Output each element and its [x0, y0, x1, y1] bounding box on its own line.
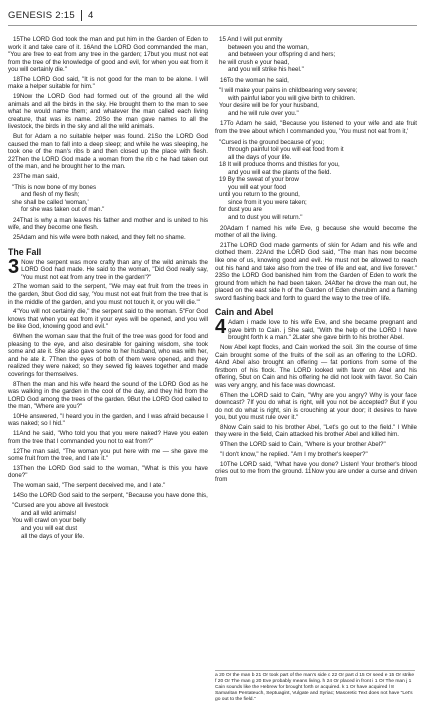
- section-heading: Cain and Abel: [215, 307, 274, 318]
- verse-text: Adam i made love to his wife Eve, and she became pregnant and gave birth to Cain. j She said, "With the help of the LORD I have brought forth k a man." 2Later she gave birth to his brother Abel.: [228, 319, 417, 342]
- verse-paragraph: 14So the LORD God said to the serpent, "Because you have done this,: [13, 491, 208, 499]
- poetry-line: through painful toil you will eat food from it: [228, 146, 344, 154]
- verse-paragraph: 8Now Cain said to his brother Abel, "Let's go out to the field." l While they were in the field, Cain attacked his brother Abel and killed him.: [215, 423, 417, 439]
- chapter-opening-paragraph: [215, 316, 417, 342]
- poetry-line: with painful labor you will give birth to children.: [228, 94, 356, 102]
- verse-paragraph: Now Abel kept flocks, and Cain worked the soil. 3In the course of time Cain brought some of the fruits of the soil as an offering to the LORD. 4And Abel also brought an offering — fat portions from some of the firstborn of his flock. The LORD looked with favor on Abel and his offering, 5but on Cain and his offering he did not look with favor. So Cain was very angry, and his face was downcast.: [215, 344, 417, 389]
- footnotes: a 20 Or the man b 21 Or took part of the man's side c 22 Or part d 15 Or seed e 15 Or strike f 20 Or The man g 20 Eve probably means living. h 24 Or placed in front i 1 Or The man j 1 Cain sounds like the Hebrew for brought forth or acquired. k 1 Or have acquired l 8 Samaritan Pentateuch, Septuagint, Vulgate and Syriac; Masoretic Text does not have "Let's go out to the field.": [215, 670, 415, 703]
- verse-paragraph: 24That is why a man leaves his father and mother and is united to his wife, and they become one flesh.: [8, 216, 208, 232]
- verse-paragraph: 25Adam and his wife were both naked, and they felt no shame.: [13, 234, 186, 242]
- verse-paragraph: 15The LORD God took the man and put him in the Garden of Eden to work it and take care of it. 16And the LORD God commanded the man, "You are free to eat from any tree in the garden; 17but you must not eat from the tree of the knowledge of good and evil, for when you eat from it you will certainly die.": [8, 36, 208, 74]
- poetry-line: until you return to the ground,: [219, 191, 300, 199]
- verse-paragraph: 11And he said, "Who told you that you were naked? Have you eaten from the tree that I commanded you not to eat from?": [8, 430, 208, 445]
- poetry-line: all the days of your life.: [228, 153, 292, 161]
- poetry-line: since from it you were taken;: [228, 198, 307, 206]
- verse-paragraph: The woman said, "The serpent deceived me, and I ate.": [13, 482, 166, 490]
- verse-paragraph: 13Then the LORD God said to the woman, "What is this you have done?": [8, 464, 208, 480]
- verse-paragraph: 21The LORD God made garments of skin for Adam and his wife and clothed them. 22And the LORD God said, "The man has now become like one of us, knowing good and evil. He must not be allowed to reach out his hand and take also from the tree of life and eat, and live forever." 23So the LORD God banished him from the Garden of Eden to work the ground from which he had been taken. 24After he drove the man out, he placed on the east side h of the Garden of Eden cherubim and a flaming sword flashing back and forth to guard the way to the tree of life.: [215, 241, 417, 302]
- verse-paragraph: 18The LORD God said, "It is not good for the man to be alone. I will make a helper suitable for him.": [8, 75, 208, 91]
- poetry-block: [219, 36, 417, 74]
- verse-paragraph: 23The man said,: [13, 173, 60, 181]
- verse-paragraph: 12The man said, "The woman you put here with me — she gave me some fruit from the tree, and I ate it.": [8, 447, 208, 463]
- verse-paragraph: 10The LORD said, "What have you done? Listen! Your brother's blood cries out to me from the ground. 11Now you are under a curse and driven from: [215, 460, 417, 483]
- verse-text: Now the serpent was more crafty than any of the wild animals the LORD God had made. He said to the woman, "Did God really say, 'You must not eat from any tree in the garden'?": [21, 258, 208, 281]
- header-rule: [8, 25, 417, 26]
- poetry-line: 19 By the sweat of your brow: [219, 176, 299, 184]
- right-column: [215, 36, 417, 485]
- header-divider: [81, 10, 82, 21]
- poetry-block: [12, 502, 208, 540]
- poetry-line: and all wild animals!: [21, 509, 77, 517]
- poetry-line: 15 And I will put enmity: [219, 36, 283, 43]
- poetry-line: and between your offspring d and hers;: [228, 51, 336, 59]
- verse-paragraph: But for Adam a no suitable helper was found. 21So the LORD God caused the man to fall into a deep sleep; and while he was sleeping, he took one of the man's ribs b and then closed up the place with flesh. 22Then the LORD God made a woman from the rib c he had taken out of the man, and he brought her to the man.: [8, 133, 208, 171]
- verse-paragraph: 10He answered, "I heard you in the garden, and I was afraid because I was naked; so I hid.": [8, 412, 208, 428]
- chapter-number: 3: [8, 255, 20, 278]
- poetry-line: You will crawl on your belly: [12, 517, 86, 525]
- poetry-line: and he will rule over you.": [228, 109, 299, 117]
- verse-paragraph: "I don't know," he replied. "Am I my brother's keeper?": [220, 450, 368, 458]
- page-number: 4: [87, 9, 94, 21]
- left-column: [8, 36, 208, 543]
- poetry-line: all the days of your life.: [21, 532, 85, 540]
- poetry-line: "I will make your pains in childbearing very severe;: [219, 87, 358, 95]
- verse-paragraph: 2The woman said to the serpent, "We may eat fruit from the trees in the garden, 3but God did say, 'You must not eat fruit from the tree that is in the middle of the garden, and you must not touch it, or you will die.'": [8, 283, 208, 306]
- poetry-line: for dust you are: [219, 206, 262, 214]
- poetry-block: [219, 139, 417, 222]
- chapter-opening-paragraph: [8, 255, 208, 282]
- section-heading: The Fall: [8, 246, 42, 257]
- poetry-line: and you will strike his heel.": [228, 66, 304, 74]
- verse-paragraph: 20Adam f named his wife Eve, g because she would become the mother of all the living.: [215, 224, 417, 240]
- poetry-block: [219, 87, 417, 117]
- verse-paragraph: 4"You will not certainly die," the serpent said to the woman. 5"For God knows that when you eat from it your eyes will be opened, and you will be like God, knowing good and evil.": [8, 308, 208, 331]
- running-header: [8, 8, 94, 22]
- poetry-line: and you will eat the plants of the field.: [228, 168, 332, 176]
- book-chapter-reference: GENESIS 2:15: [8, 9, 75, 21]
- poetry-line: Your desire will be for your husband,: [219, 102, 319, 110]
- poetry-line: and you will eat dust: [21, 524, 78, 532]
- verse-paragraph: 9Then the LORD said to Cain, "Where is your brother Abel?": [220, 441, 386, 449]
- verse-paragraph: 19Now the LORD God had formed out of the ground all the wild animals and all the birds in the sky. He brought them to the man to see what he would name them; and whatever the man called each living creature, that was its name. 20So the man gave names to all the livestock, the birds in the sky and all the wild animals.: [8, 93, 208, 131]
- poetry-line: "This is now bone of my bones: [12, 183, 97, 191]
- poetry-line: "Cursed is the ground because of you;: [219, 138, 325, 146]
- verse-paragraph: 8Then the man and his wife heard the sound of the LORD God as he was walking in the garden in the cool of the day, and they hid from the LORD God among the trees of the garden. 9But the LORD God called to the man, "Where are you?": [8, 380, 208, 411]
- poetry-line: and flesh of my flesh;: [21, 191, 80, 199]
- verse-paragraph: 17To Adam he said, "Because you listened to your wife and ate fruit from the tree about which I commanded you, 'You must not eat from it,': [215, 120, 417, 136]
- poetry-line: "Cursed are you above all livestock: [12, 502, 109, 510]
- poetry-line: between you and the woman,: [228, 43, 309, 51]
- poetry-line: for she was taken out of man.": [21, 206, 105, 214]
- poetry-line: 18 It will produce thorns and thistles for you,: [219, 161, 340, 169]
- poetry-line: and to dust you will return.": [228, 214, 303, 222]
- poetry-line: he will crush e your head,: [219, 58, 290, 66]
- chapter-number: 4: [215, 316, 227, 339]
- poetry-line: she shall be called 'woman,': [12, 198, 89, 206]
- verse-paragraph: 6Then the LORD said to Cain, "Why are you angry? Why is your face downcast? 7If you do what is right, will you not be accepted? But if you do not do what is right, sin is crouching at your door; it desires to have you, but you must rule over it.": [215, 391, 417, 422]
- verse-paragraph: 6When the woman saw that the fruit of the tree was good for food and pleasing to the eye, and also desirable for gaining wisdom, she took some and ate it. She also gave some to her husband, who was with her, and he ate it. 7Then the eyes of both of them were opened, and they realized they were naked; so they sewed fig leaves together and made coverings for themselves.: [8, 333, 208, 378]
- verse-paragraph: 16To the woman he said,: [220, 76, 289, 84]
- poetry-line: you will eat your food: [228, 183, 287, 191]
- poetry-block: [12, 184, 208, 214]
